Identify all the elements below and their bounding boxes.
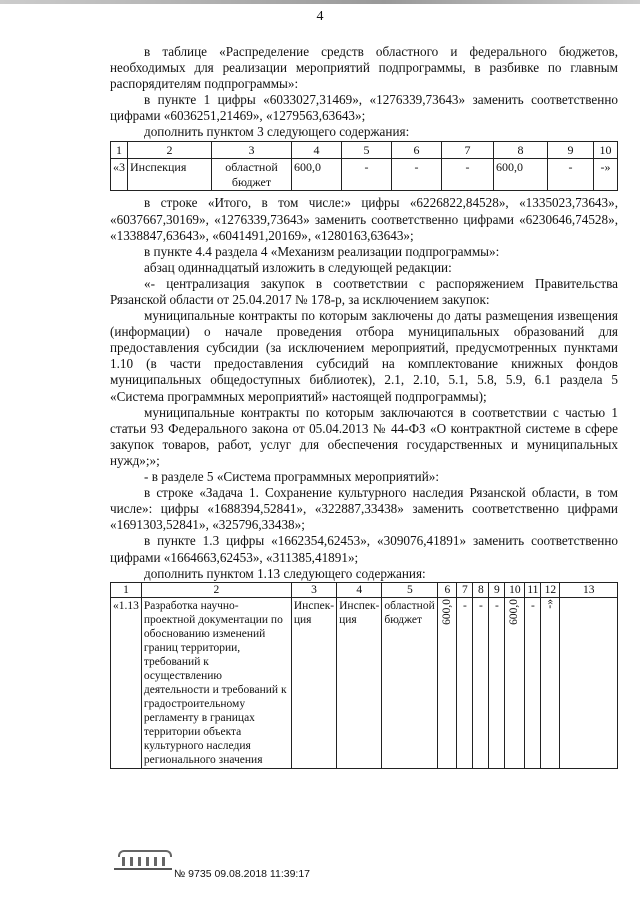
table-header-cell: 6 [392,141,442,159]
table-cell: - [525,597,541,768]
stamp-column [138,857,141,866]
paragraph: в таблице «Распределение средств областного и федерального бюджетов, необходимых для реализации мероприятий подпрограммы, в разбивке по главным распорядителям подпрограммы»: [110,44,618,92]
table-cell: - [392,159,442,191]
paragraph: муниципальные контракты по которым заключаются в соответствии с частью 1 статьи 93 Федерального закона от 05.04.2013 № 44-ФЗ «О контрактной системе в сфере закупок товаров, работ, услуг для обеспечения государственных и муниципальных нужд»;»; [110,404,618,468]
paragraph: муниципальные контракты по которым заключены до даты размещения извещения (информации) о начале проведения отбора муниципальных образований для предоставления субсидии (за исключением мероприятий, предусмотренных пунктами 1.10 (в части предоставления субсидий на комплектование книжных фондов муниципальных общедоступных библиотек), 2.1, 2.10, 5.1, 5.8, 5.9, 6.1 раздела 5 «Система программных мероприятий» настоящей подпрограммы); [110,308,618,404]
table-cell [438,597,457,768]
table-header-cell: 8 [473,582,489,597]
table-header-cell: 4 [337,582,382,597]
paragraph: в пункте 1.3 цифры «1662354,62453», «309076,41891» заменить соответственно цифрами «1664663,62453», «311385,41891»; [110,533,618,565]
stamp-column [154,857,157,866]
table-cell: Инспек-ция [337,597,382,768]
table-row [111,159,618,191]
table-header-cell: 3 [212,141,292,159]
table-header-cell: 7 [442,141,494,159]
table-header-cell: 8 [494,141,548,159]
paragraph: дополнить пунктом 1.13 следующего содержания: [144,565,426,581]
table-header-cell: 12 [541,582,560,597]
table-header-cell: 11 [525,582,541,597]
document-body [110,44,618,769]
table-cell: «1.13 [111,597,142,768]
paragraph: в пункте 4.4 раздела 4 «Механизм реализации подпрограммы»: [144,243,500,259]
paragraph: в строке «Итого, в том числе:» цифры «6226822,84528», «1335023,73643», «6037667,30169», «1276339,73643» заменить соответственно цифрами «6230646,74528», «1338847,63643», «6041491,20169», «1280163,63643»; [110,195,618,243]
table-header-cell: 4 [292,141,342,159]
program-activities-table [110,582,618,769]
table-cell: - [548,159,594,191]
paragraph: дополнить пунктом 3 следующего содержания: [144,124,410,140]
stamp-column [122,857,125,866]
table-cell: - [457,597,473,768]
table-cell: - [342,159,392,191]
stamp-column [162,857,165,866]
table-cell [541,597,560,768]
table-header-cell: 3 [291,582,336,597]
table-cell: Инспекция [128,159,212,191]
table-cell: -» [594,159,618,191]
table-header-cell: 6 [438,582,457,597]
table-header-cell: 9 [489,582,505,597]
table-cell: - [442,159,494,191]
table-cell: областной бюджет [212,159,292,191]
table-cell [560,597,618,768]
document-footer [114,848,334,898]
vertical-value: 600,0 [508,598,521,625]
table-header-cell: 10 [505,582,525,597]
table-cell: - [489,597,505,768]
table-row [111,597,618,768]
vertical-value: -» [544,598,557,609]
table-header-cell: 2 [128,141,212,159]
table-cell: - [473,597,489,768]
government-building-icon [114,848,172,870]
scan-edge [0,0,640,4]
distribution-table [110,141,618,192]
table-cell: Инспек-ция [291,597,336,768]
table-header-cell: 5 [382,582,438,597]
table-cell: 600,0 [292,159,342,191]
table-header-cell: 5 [342,141,392,159]
table-header-cell: 1 [111,582,142,597]
paragraph: абзац одиннадцатый изложить в следующей редакции: [144,259,452,275]
table-cell [505,597,525,768]
table-cell: областной бюджет [382,597,438,768]
registration-number: № 9735 09.08.2018 11:39:17 [174,868,311,880]
table-header-cell: 2 [141,582,291,597]
paragraph: - в разделе 5 «Система программных мероприятий»: [144,469,440,485]
paragraph: в строке «Задача 1. Сохранение культурного наследия Рязанской области, в том числе»: цифры «1688394,52841», «322887,33438» заменить соответственно цифрами «1691303,52841», «325796,33438»; [110,485,618,533]
stamp-column [146,857,149,866]
vertical-value: 600,0 [441,598,454,625]
table-header-cell: 1 [111,141,128,159]
table-header-cell: 10 [594,141,618,159]
table-cell: Разработка научно-проектной документации по обоснованию изменений границ территории, требований к осуществлению деятельности и требований к градостроительному регламенту в границах территории объекта культурного наследия регионального значения [141,597,291,768]
table-header-row [111,582,618,597]
stamp-column [130,857,133,866]
table-header-cell: 7 [457,582,473,597]
table-cell: 600,0 [494,159,548,191]
paragraph: в пункте 1 цифры «6033027,31469», «1276339,73643» заменить соответственно цифрами «6036251,21469», «1279563,63643»; [110,92,618,124]
paragraph: «- централизация закупок в соответствии с распоряжением Правительства Рязанской области от 25.04.2017 № 178-р, за исключением закупок: [110,275,618,307]
table-header-row [111,141,618,159]
page-number: 4 [316,9,324,24]
stamp-roof [118,850,172,857]
table-cell: «3 [111,159,128,191]
table-header-cell: 13 [560,582,618,597]
table-header-cell: 9 [548,141,594,159]
